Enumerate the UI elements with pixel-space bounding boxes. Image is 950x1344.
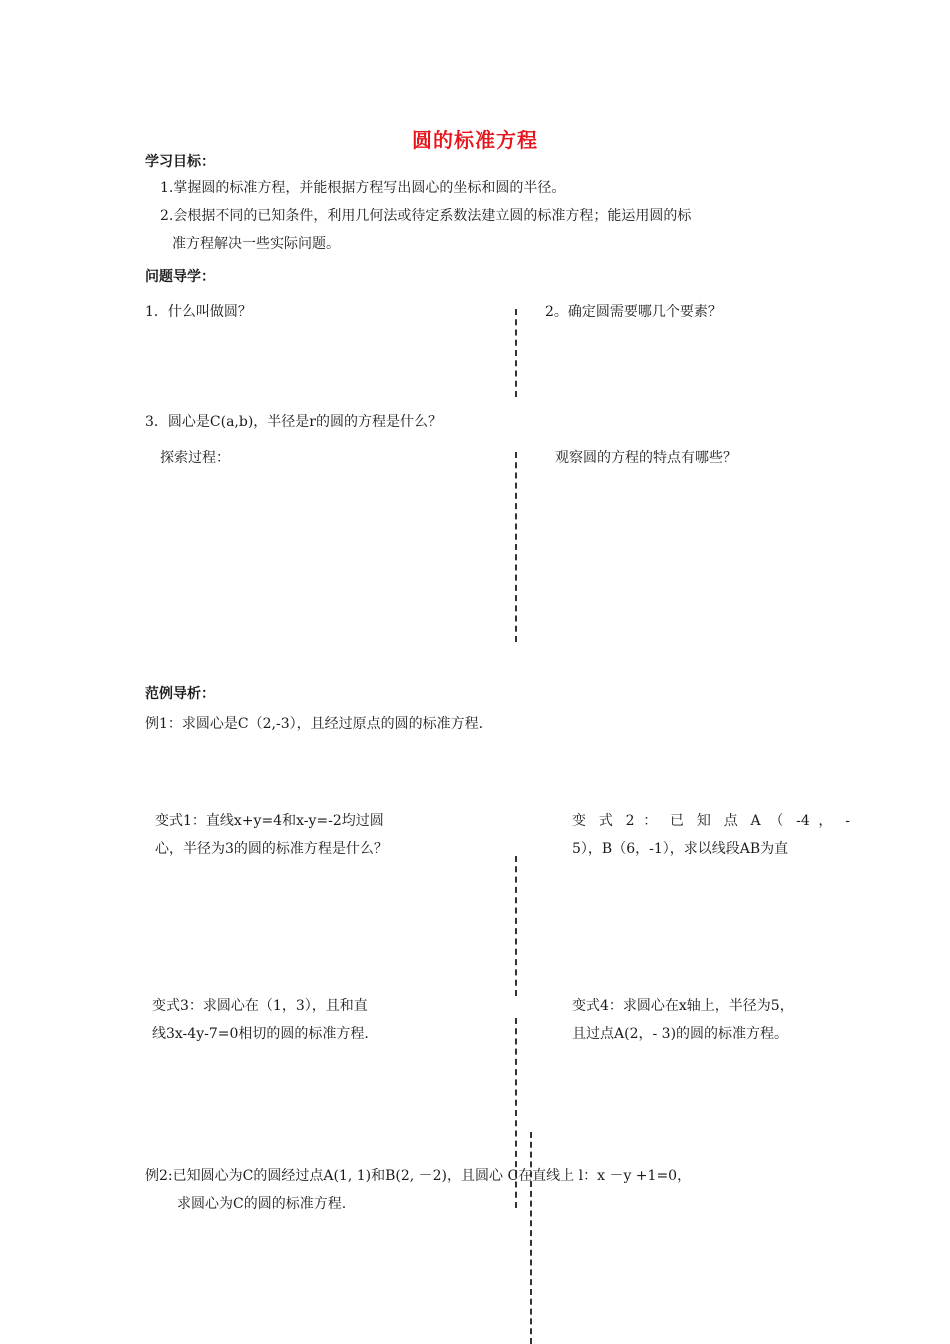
variant-4-line-1: 变式4：求圆心在x轴上，半径为5，: [572, 998, 794, 1014]
column-divider: [515, 856, 517, 996]
column-divider: [530, 1132, 532, 1344]
variant-1-line-2: 心，半径为3的圆的标准方程是什么？: [155, 841, 388, 857]
variant-3-line-2: 线3x-4y-7=0相切的圆的标准方程.: [152, 1026, 369, 1042]
column-divider: [515, 452, 517, 642]
example-2-line-1: 例2:已知圆心为C的圆经过点A(1, 1)和B(2, －2)，且圆心 C在直线上 l：x －y +1=0，: [145, 1168, 692, 1184]
explore-label: 探索过程：: [160, 450, 230, 466]
variant-3-line-1: 变式3：求圆心在（1，3），且和直: [152, 998, 368, 1014]
variant-1-line-1: 变式1：直线x+y=4和x-y=-2均过圆: [155, 813, 384, 829]
question-2: 2。确定圆需要哪几个要素？: [545, 304, 722, 320]
objective-item-2-line-1: 2.会根据不同的已知条件，利用几何法或待定系数法建立圆的标准方程；能运用圆的标: [160, 208, 692, 224]
objectives-heading: 学习目标：: [145, 154, 215, 170]
objective-item-2-line-2: 准方程解决一些实际问题。: [172, 236, 340, 252]
examples-heading: 范例导析：: [145, 686, 215, 702]
guided-heading: 问题导学：: [145, 269, 215, 285]
variant-2-line-1: 变 式 2 ： 已 知 点 A （ -4 ， -: [572, 813, 850, 829]
example-1: 例1：求圆心是C（2,-3），且经过原点的圆的标准方程.: [145, 716, 484, 732]
question-3: 3．圆心是C(a,b)，半径是r的圆的方程是什么？: [145, 414, 442, 430]
example-2-line-2: 求圆心为C的圆的标准方程.: [177, 1196, 347, 1212]
page-title: 圆的标准方程: [412, 128, 538, 152]
objective-item-1: 1.掌握圆的标准方程，并能根据方程写出圆心的坐标和圆的半径。: [160, 180, 566, 196]
column-divider: [515, 309, 517, 397]
variant-4-line-2: 且过点A(2，- 3)的圆的标准方程。: [572, 1026, 789, 1042]
variant-2-line-2: 5），B（6，-1），求以线段AB为直: [572, 841, 789, 857]
observe-label: 观察圆的方程的特点有哪些？: [555, 450, 737, 466]
question-1: 1．什么叫做圆？: [145, 304, 252, 320]
